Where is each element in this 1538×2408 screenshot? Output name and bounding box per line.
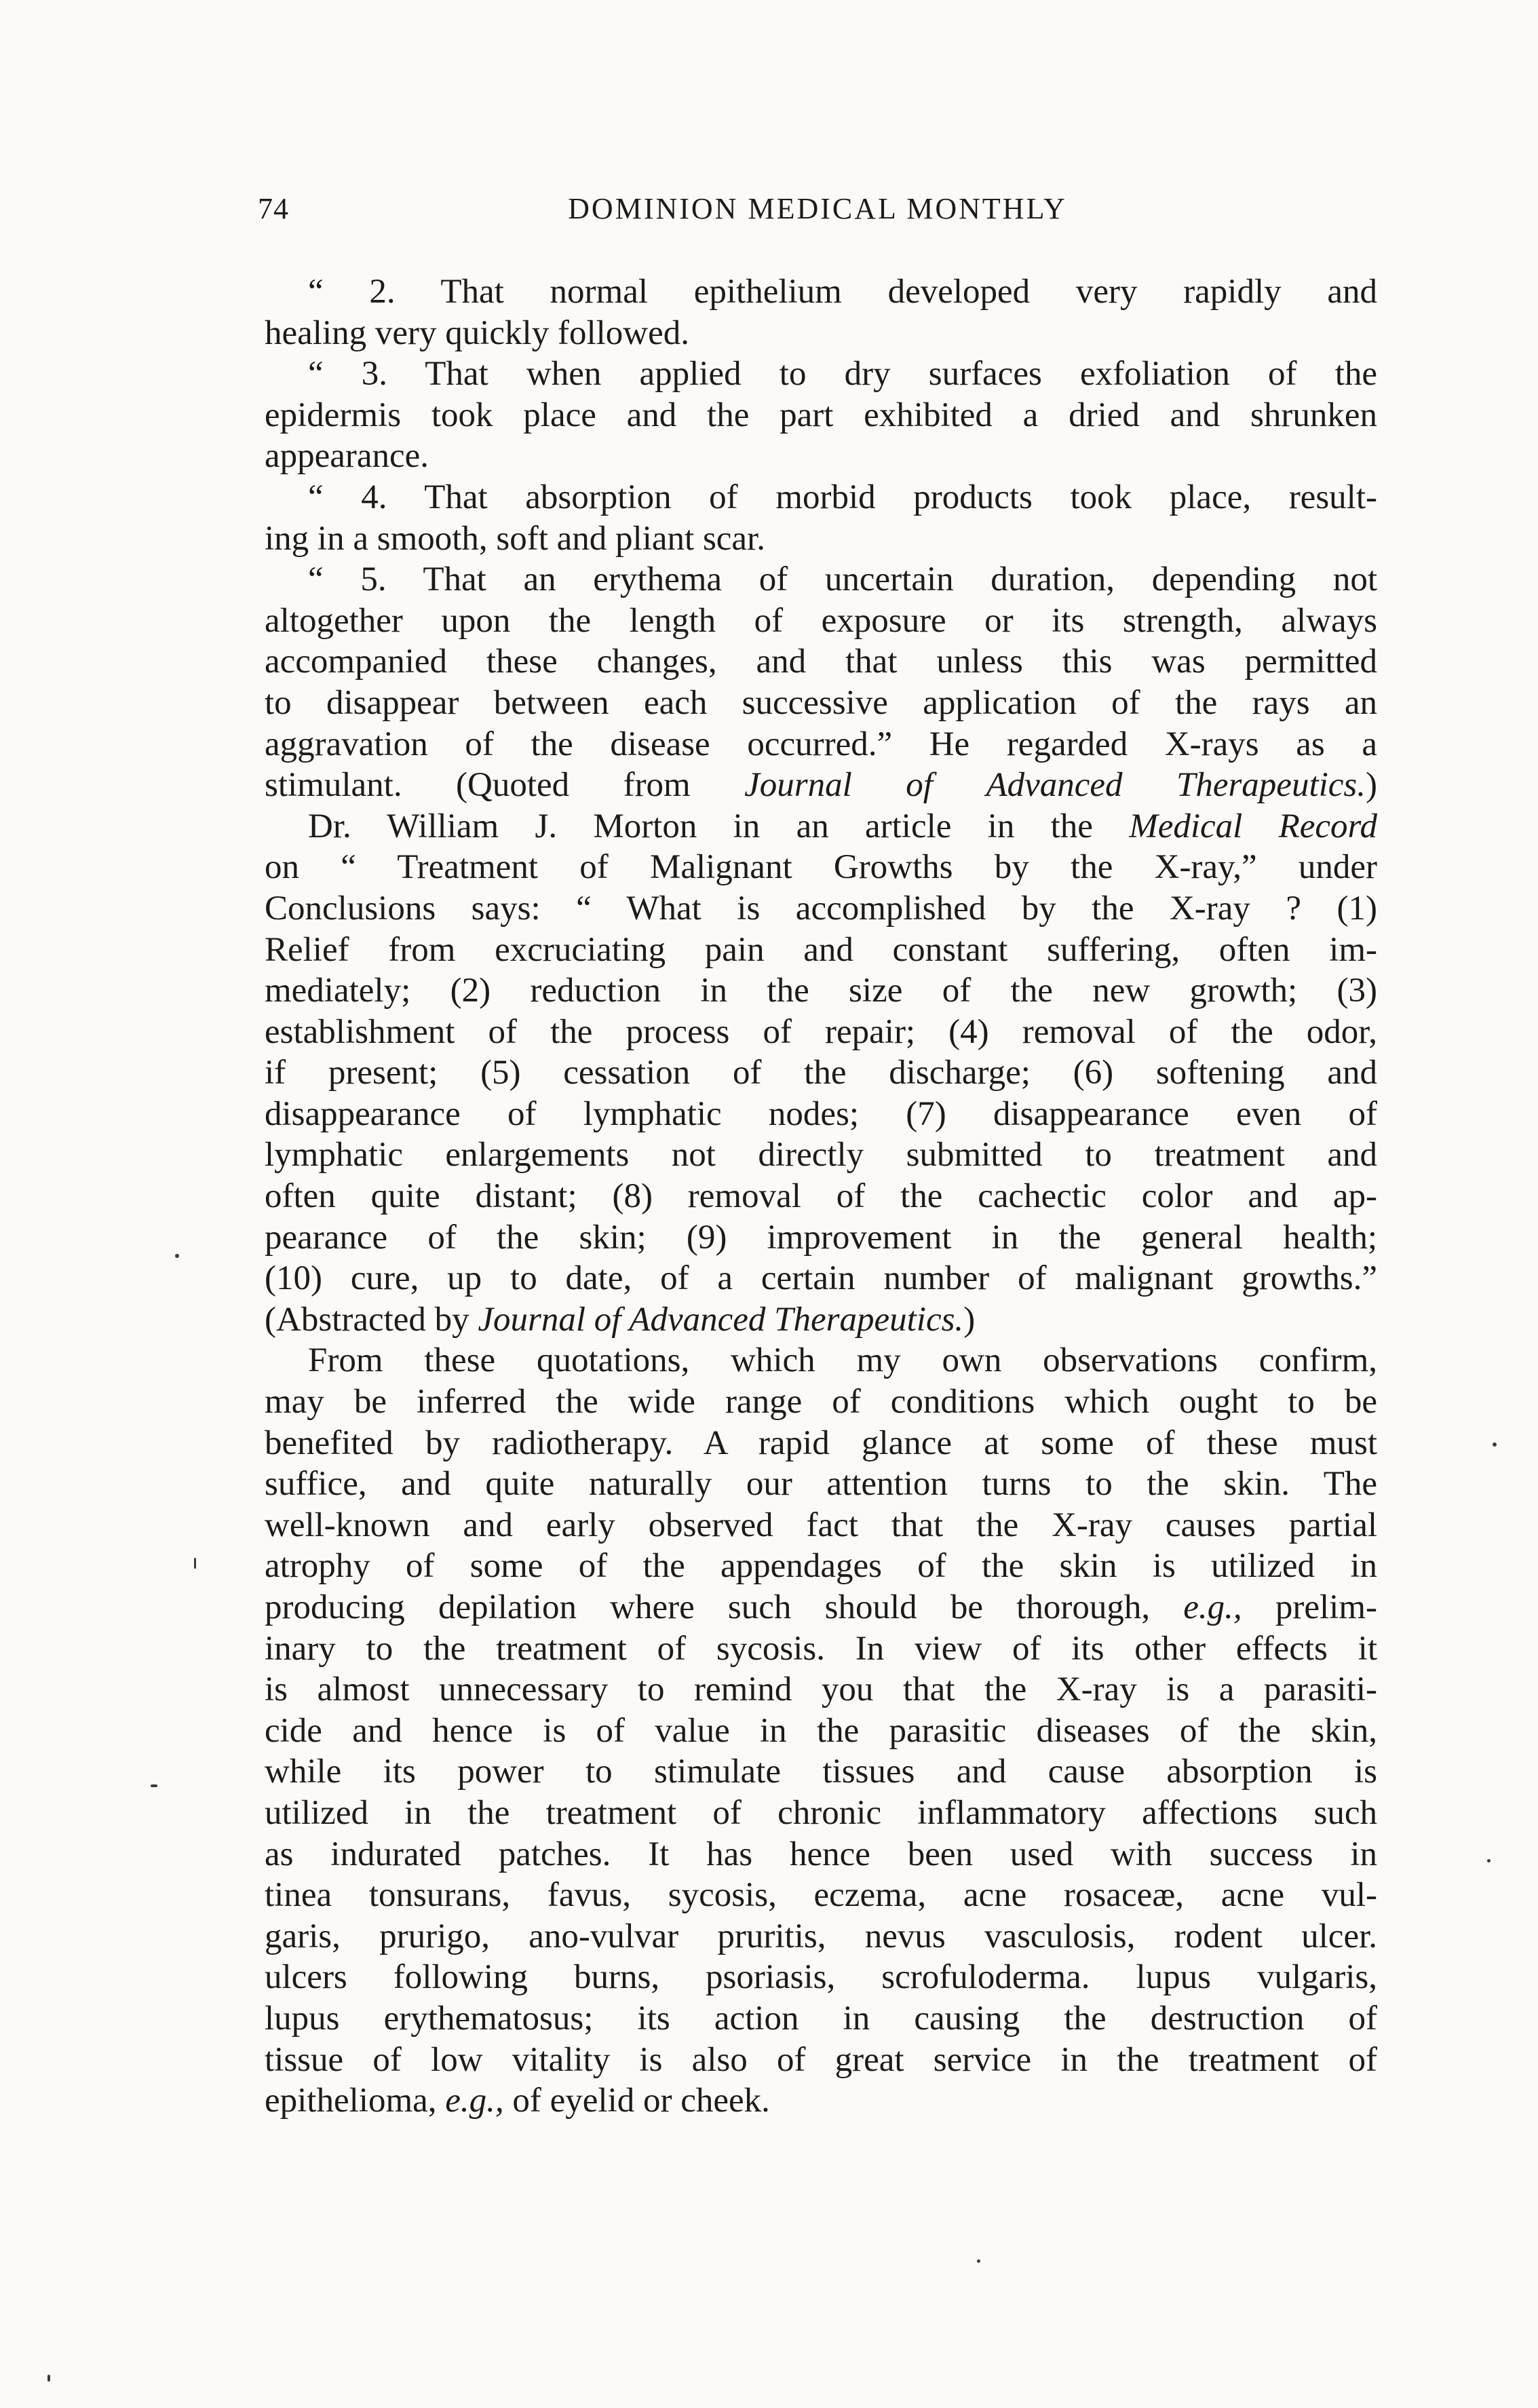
- text-line: ulcers following burns, psoriasis, scrofuloderma. lupus vulgaris,: [265, 1958, 1377, 1997]
- text-line: “ 5. That an erythema of uncertain duration, depending not: [308, 560, 1377, 599]
- text-line: (10) cure, up to date, of a certain number of malignant growths.”: [265, 1259, 1377, 1298]
- page-number: 74: [258, 192, 289, 225]
- text-line: “ 4. That absorption of morbid products took place, result-: [308, 478, 1377, 516]
- text-line: tinea tonsurans, favus, sycosis, eczema, acne rosaceæ, acne vul-: [265, 1876, 1377, 1915]
- text-line: accompanied these changes, and that unless this was permitted: [265, 643, 1377, 681]
- text-line: aggravation of the disease occurred.” He regarded X-rays as a: [265, 725, 1377, 763]
- running-title: DOMINION MEDICAL MONTHLY: [568, 192, 1067, 225]
- scan-speck: [151, 1784, 157, 1787]
- text-line: inary to the treatment of sycosis. In view of its other effects it: [265, 1629, 1377, 1668]
- text-line: establishment of the process of repair; (4) removal of the odor,: [265, 1012, 1377, 1051]
- article-body: [265, 271, 1377, 2122]
- italic-text: e.g.,: [1183, 1588, 1242, 1626]
- text-line: garis, prurigo, ano-vulvar pruritis, nevus vasculosis, rodent ulcer.: [265, 1917, 1377, 1955]
- text-line: on “ Treatment of Malignant Growths by the X-ray,” under: [265, 848, 1377, 887]
- italic-text: Medical Record: [1129, 807, 1377, 845]
- text-line: suffice, and quite naturally our attention turns to the skin. The: [265, 1465, 1377, 1504]
- scan-speck: [175, 1254, 179, 1258]
- italic-text: e.g.,: [445, 2082, 504, 2120]
- scan-speck: [47, 2375, 50, 2382]
- text-line: as indurated patches. It has hence been used with success in: [265, 1835, 1377, 1873]
- text-line: utilized in the treatment of chronic inflammatory affections such: [265, 1793, 1377, 1832]
- text-line: may be inferred the wide range of conditions which ought to be: [265, 1383, 1377, 1421]
- page-header: [258, 191, 1377, 239]
- text-line: stimulant. (Quoted from Journal of Advanced Therapeutics.): [265, 766, 1377, 805]
- text-line: cide and hence is of value in the parasitic diseases of the skin,: [265, 1711, 1377, 1750]
- italic-text: Journal of Advanced Therapeutics.: [478, 1300, 964, 1339]
- text-line: (Abstracted by Journal of Advanced Therapeutics.): [265, 1300, 976, 1339]
- text-line: ing in a smooth, soft and pliant scar.: [265, 519, 765, 558]
- text-line: lupus erythematosus; its action in causing the destruction of: [265, 1999, 1377, 2038]
- text-line: “ 3. That when applied to dry surfaces exfoliation of the: [308, 355, 1377, 394]
- text-line: Relief from excruciating pain and constant suffering, often im-: [265, 930, 1377, 969]
- text-line: if present; (5) cessation of the discharge; (6) softening and: [265, 1054, 1377, 1092]
- text-line: benefited by radiotherapy. A rapid glance at some of these must: [265, 1423, 1377, 1462]
- text-line: atrophy of some of the appendages of the skin is utilized in: [265, 1547, 1377, 1586]
- text-line: “ 2. That normal epithelium developed very rapidly and: [308, 273, 1377, 311]
- text-line: Dr. William J. Morton in an article in the Medical Record: [308, 807, 1377, 845]
- italic-text: Journal of Advanced Therapeutics.: [744, 766, 1366, 805]
- text-line: disappearance of lymphatic nodes; (7) disappearance even of: [265, 1094, 1377, 1133]
- scan-speck: [1493, 1442, 1497, 1447]
- text-line: epidermis took place and the part exhibited a dried and shrunken: [265, 396, 1377, 434]
- text-line: altogether upon the length of exposure or its strength, always: [265, 601, 1377, 640]
- text-line: Conclusions says: “ What is accomplished by the X-ray ? (1): [265, 889, 1377, 928]
- text-line: appearance.: [265, 437, 429, 476]
- text-line: epithelioma, e.g., of eyelid or cheek.: [265, 2082, 770, 2120]
- text-line: well-known and early observed fact that the X-ray causes partial: [265, 1506, 1377, 1544]
- text-line: healing very quickly followed.: [265, 313, 689, 352]
- text-line: is almost unnecessary to remind you that the X-ray is a parasiti-: [265, 1670, 1377, 1709]
- text-line: pearance of the skin; (9) improvement in the general health;: [265, 1218, 1377, 1257]
- text-line: From these quotations, which my own observations confirm,: [308, 1341, 1377, 1380]
- text-line: tissue of low vitality is also of great service in the treatment of: [265, 2040, 1377, 2079]
- text-line: mediately; (2) reduction in the size of the new growth; (3): [265, 972, 1377, 1010]
- scan-speck: [194, 1558, 196, 1569]
- text-line: lymphatic enlargements not directly submitted to treatment and: [265, 1136, 1377, 1174]
- scan-speck: [1487, 1859, 1491, 1862]
- text-line: to disappear between each successive application of the rays an: [265, 683, 1377, 722]
- scan-speck: [977, 2259, 980, 2263]
- text-line: producing depilation where such should be thorough, e.g., prelim-: [265, 1588, 1377, 1626]
- text-line: often quite distant; (8) removal of the cachectic color and ap-: [265, 1177, 1377, 1216]
- text-line: while its power to stimulate tissues and cause absorption is: [265, 1753, 1377, 1791]
